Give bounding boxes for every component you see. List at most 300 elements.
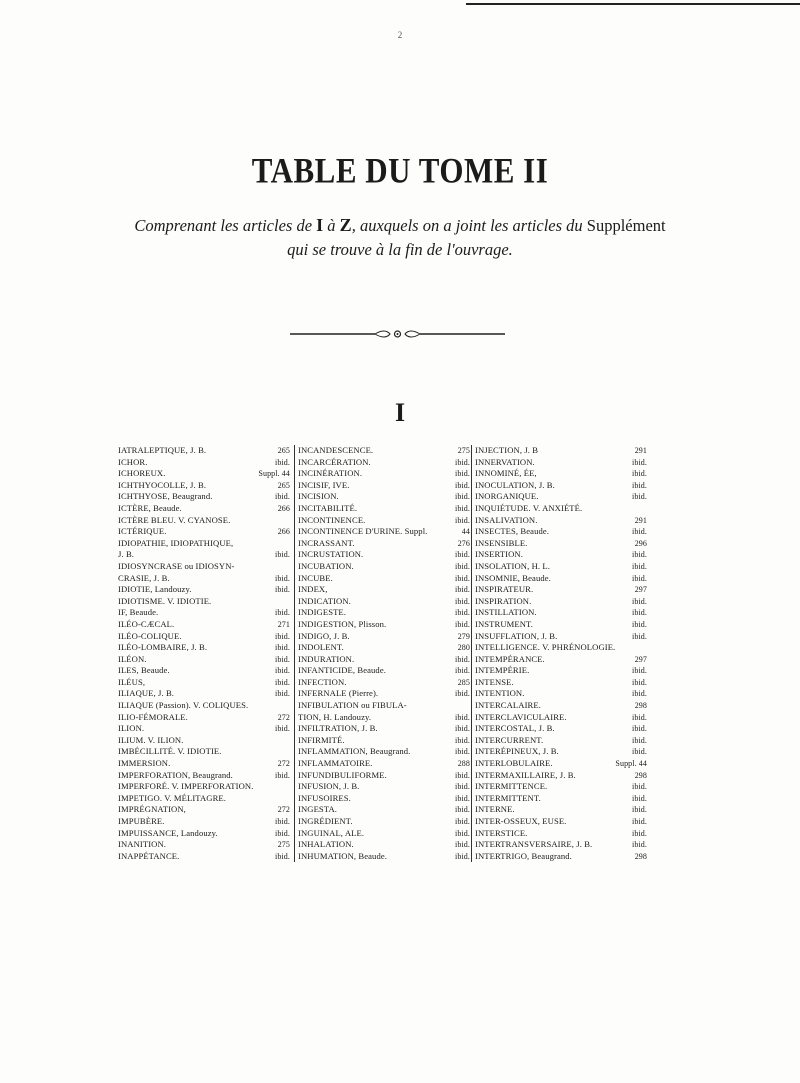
- index-entry-page-ref: ibid.: [455, 608, 470, 618]
- index-entry: [298, 468, 470, 480]
- index-entry: [118, 607, 290, 619]
- subtitle-text: Comprenant les articles de: [134, 216, 317, 235]
- index-entry-page-ref: 265: [277, 446, 290, 455]
- index-entry-term: ICHTHYOCOLLE, J. B.: [118, 479, 207, 490]
- index-entry-term: INFUSOIRES.: [298, 792, 351, 803]
- index-entry-page-ref: ibid.: [275, 677, 290, 687]
- index-entry: [298, 758, 470, 770]
- index-entry-term: INTERCURRENT.: [475, 734, 544, 745]
- index-entry-page-ref: ibid.: [455, 712, 470, 722]
- index-entry-page-ref: ibid.: [275, 666, 290, 676]
- index-entry: [298, 619, 470, 631]
- index-entry-term: INDIGO, J. B.: [298, 630, 350, 641]
- index-entry-page-ref: ibid.: [455, 573, 470, 583]
- index-entry-page-ref: ibid.: [455, 747, 470, 757]
- index-entry-term: INFANTICIDE, Beaude.: [298, 665, 386, 676]
- index-entry-page-ref: ibid.: [632, 817, 647, 826]
- index-entry-term: ILÉON.: [118, 653, 147, 664]
- index-entry-page-ref: ibid.: [455, 817, 470, 826]
- index-entry: [475, 619, 647, 631]
- index-entry-page-ref: ibid.: [632, 735, 647, 745]
- index-entry: [298, 561, 470, 573]
- index-entry-page-ref: ibid.: [455, 550, 470, 560]
- index-entry: [118, 619, 290, 631]
- index-entry-page-ref: 272: [277, 712, 290, 722]
- index-entry-page-ref: Suppl. 44: [615, 759, 647, 769]
- index-entry-page-ref: 298: [634, 851, 647, 861]
- index-entry: [475, 526, 647, 538]
- index-entry-term: INTEMPÉRANCE.: [475, 653, 545, 664]
- page-title: TABLE DU TOME II: [251, 150, 549, 191]
- top-rule: [466, 3, 800, 5]
- index-table: [118, 445, 647, 865]
- index-entry-term: IMPERFORÉ. V. IMPERFORATION.: [118, 781, 254, 792]
- index-entry-page-ref: ibid.: [632, 457, 647, 467]
- index-entry-term: INTENTION.: [475, 688, 525, 699]
- index-entry-page-ref: ibid.: [275, 851, 290, 861]
- index-entry: [298, 839, 470, 851]
- index-entry-page-ref: ibid.: [275, 724, 290, 734]
- index-entry-term: INNERVATION.: [475, 456, 535, 467]
- index-entry: [475, 538, 647, 550]
- index-entry-term: INCONTINENCE.: [298, 514, 366, 525]
- index-entry-page-ref: ibid.: [632, 782, 647, 792]
- index-entry: [118, 804, 290, 816]
- index-entry: [475, 549, 647, 561]
- index-entry-term: INFLAMMATION, Beaugrand.: [298, 746, 411, 757]
- index-entry: [298, 781, 470, 793]
- index-entry: [298, 549, 470, 561]
- index-entry-page-ref: ibid.: [455, 585, 470, 595]
- index-entry-term: CRASIE, J. B.: [118, 572, 170, 583]
- index-entry-term: INSENSIBLE.: [475, 537, 528, 548]
- index-entry-page-ref: ibid.: [455, 561, 470, 571]
- index-entry: [118, 758, 290, 770]
- index-entry-page-ref: ibid.: [632, 631, 647, 641]
- index-entry: [298, 746, 470, 758]
- index-entry-term: INFUNDIBULIFORME.: [298, 769, 387, 780]
- index-entry-page-ref: 266: [277, 503, 290, 513]
- index-entry-page-ref: ibid.: [275, 608, 290, 618]
- index-entry-page-ref: ibid.: [275, 817, 290, 826]
- index-entry: [118, 677, 290, 689]
- index-entry-term: INHALATION.: [298, 839, 354, 850]
- index-entry: [118, 746, 290, 758]
- index-entry-term: ICTÉRIQUE.: [118, 526, 167, 537]
- index-entry-page-ref: ibid.: [632, 793, 647, 803]
- index-entry-page-ref: ibid.: [632, 712, 647, 722]
- index-entry-term: INORGANIQUE.: [475, 491, 539, 502]
- index-entry-term: ILÉO-CÆCAL.: [118, 618, 175, 629]
- index-entry-term: INTERCALAIRE.: [475, 700, 541, 711]
- index-entry-page-ref: [265, 793, 290, 805]
- index-entry-page-ref: 285: [457, 677, 470, 687]
- index-entry-page-ref: [265, 538, 290, 550]
- index-entry: [298, 828, 470, 840]
- index-entry-term: INQUIÉTUDE. V. ANXIÉTÉ.: [475, 502, 583, 513]
- index-entry: [118, 457, 290, 469]
- index-entry-term: INTERTRANSVERSAIRE, J. B.: [475, 839, 593, 850]
- index-entry: [118, 468, 290, 480]
- index-entry: [475, 723, 647, 735]
- index-entry-term: INTERÉPINEUX, J. B.: [475, 746, 559, 757]
- index-entry: [298, 538, 470, 550]
- index-entry-page-ref: [265, 735, 290, 747]
- index-entry: [298, 457, 470, 469]
- index-entry-term: INSPIRATEUR.: [475, 584, 534, 595]
- index-entry-page-ref: 272: [277, 805, 290, 815]
- index-entry-term: INDIGESTE.: [298, 607, 347, 618]
- subtitle-supplement: Supplément: [586, 216, 666, 235]
- index-entry-page-ref: [265, 515, 290, 527]
- ornament-divider: [290, 326, 505, 342]
- page-number: 2: [397, 30, 403, 40]
- index-entry: [118, 445, 290, 457]
- index-entry: [118, 491, 290, 503]
- index-entry-term: INTERLOBULAIRE.: [475, 758, 553, 769]
- index-entry: [298, 480, 470, 492]
- page-subtitle: [0, 213, 800, 262]
- index-entry-page-ref: 297: [634, 654, 647, 664]
- index-entry-page-ref: Suppl. 44: [258, 469, 290, 479]
- index-entry-term: INFIBULATION ou FIBULA-: [298, 700, 407, 711]
- index-entry-term: INFIRMITÉ.: [298, 734, 345, 745]
- index-entry-page-ref: [265, 781, 290, 793]
- index-entry: [475, 770, 647, 782]
- index-entry: [475, 584, 647, 596]
- index-entry-term: IDIOTISME. V. IDIOTIE.: [118, 595, 212, 606]
- index-entry-page-ref: ibid.: [455, 515, 470, 525]
- index-entry: [475, 816, 647, 828]
- index-entry: [298, 445, 470, 457]
- index-entry: [475, 758, 647, 770]
- index-entry-term: J. B.: [118, 549, 135, 560]
- index-entry: [118, 480, 290, 492]
- index-entry: [298, 665, 470, 677]
- index-entry: [118, 584, 290, 596]
- index-entry: [475, 677, 647, 689]
- index-entry: [118, 596, 290, 608]
- index-entry: [118, 851, 290, 863]
- index-entry-page-ref: ibid.: [632, 828, 647, 838]
- index-entry-term: INSTRUMENT.: [475, 618, 533, 629]
- index-entry-term: INCANDESCENCE.: [298, 445, 374, 455]
- index-entry-page-ref: ibid.: [275, 689, 290, 699]
- index-entry-term: ICHOREUX.: [118, 468, 166, 479]
- index-entry-page-ref: ibid.: [455, 770, 470, 780]
- index-entry-page-ref: 296: [634, 538, 647, 548]
- index-column-3: [471, 445, 647, 862]
- section-letter: I: [394, 398, 406, 427]
- index-entry-term: INSECTES, Beaude.: [475, 526, 550, 537]
- index-entry-page-ref: ibid.: [455, 724, 470, 734]
- index-entry: [475, 712, 647, 724]
- index-entry: [475, 468, 647, 480]
- index-entry-page-ref: ibid.: [455, 619, 470, 629]
- index-entry: [475, 561, 647, 573]
- index-entry: [298, 573, 470, 585]
- index-entry-page-ref: ibid.: [632, 492, 647, 502]
- index-entry-page-ref: ibid.: [632, 527, 647, 537]
- index-entry-term: INCINÉRATION.: [298, 468, 363, 479]
- index-entry: [475, 746, 647, 758]
- index-entry-page-ref: 291: [634, 446, 647, 455]
- index-entry-page-ref: ibid.: [632, 561, 647, 571]
- index-entry: [298, 584, 470, 596]
- index-entry: [298, 491, 470, 503]
- index-entry-page-ref: ibid.: [455, 457, 470, 467]
- index-entry-term: INSALIVATION.: [475, 514, 538, 525]
- index-entry-page-ref: ibid.: [275, 643, 290, 653]
- index-entry-term: INTERMAXILLAIRE, J. B.: [475, 769, 576, 780]
- index-entry-term: INNOMINÉ, ÉE,: [475, 468, 537, 479]
- index-entry-term: INCRUSTATION.: [298, 549, 364, 560]
- index-entry-term: INGRÉDIENT.: [298, 816, 353, 826]
- index-entry-term: INGUINAL, ALE.: [298, 827, 365, 838]
- index-entry-term: ILÉO-LOMBAIRE, J. B.: [118, 642, 208, 653]
- index-entry-term: ICTÈRE, Beaude.: [118, 502, 182, 513]
- index-entry-page-ref: ibid.: [455, 735, 470, 745]
- index-entry-term: INCUBATION.: [298, 560, 354, 571]
- index-entry-page-ref: ibid.: [632, 840, 647, 850]
- index-entry: [475, 851, 647, 863]
- index-entry-page-ref: ibid.: [632, 689, 647, 699]
- index-entry-term: INCITABILITÉ.: [298, 502, 358, 513]
- index-entry: [298, 700, 470, 712]
- index-entry-term: INTER-OSSEUX, EUSE.: [475, 816, 567, 826]
- index-entry-page-ref: ibid.: [632, 573, 647, 583]
- index-entry-page-ref: ibid.: [455, 492, 470, 502]
- index-entry-term: INTENSE.: [475, 676, 514, 687]
- index-entry: [118, 688, 290, 700]
- index-entry-page-ref: ibid.: [632, 619, 647, 629]
- index-entry-term: IMMERSION.: [118, 758, 171, 769]
- index-entry-page-ref: ibid.: [275, 585, 290, 595]
- index-entry-page-ref: 291: [634, 515, 647, 525]
- index-entry-term: IDIOTIE, Landouzy.: [118, 584, 192, 595]
- index-entry: [118, 839, 290, 851]
- index-entry: [298, 770, 470, 782]
- index-entry: [475, 688, 647, 700]
- index-entry-term: INDIGESTION, Plisson.: [298, 618, 387, 629]
- index-entry-term: INFECTION.: [298, 676, 347, 687]
- index-entry-page-ref: ibid.: [632, 480, 647, 490]
- index-entry-term: ILIAQUE (Passion). V. COLIQUES.: [118, 700, 249, 711]
- index-entry: [118, 654, 290, 666]
- index-entry-term: INTERTRIGO, Beaugrand.: [475, 850, 572, 861]
- subtitle-text: à: [323, 216, 340, 235]
- index-entry: [118, 573, 290, 585]
- index-entry-term: ILIAQUE, J. B.: [118, 688, 175, 699]
- index-entry-page-ref: 265: [277, 480, 290, 490]
- index-entry-term: INSUFFLATION, J. B.: [475, 630, 558, 641]
- index-entry-term: IF, Beaude.: [118, 607, 159, 618]
- index-entry-page-ref: ibid.: [632, 666, 647, 676]
- index-entry: [118, 793, 290, 805]
- index-entry-page-ref: [265, 561, 290, 573]
- index-entry-page-ref: ibid.: [455, 596, 470, 606]
- index-entry-page-ref: ibid.: [455, 654, 470, 664]
- index-entry-page-ref: [622, 642, 647, 654]
- index-entry-term: INSPIRATION.: [475, 595, 532, 606]
- index-entry: [475, 631, 647, 643]
- index-entry-term: IDIOSYNCRASE ou IDIOSYN-: [118, 560, 235, 571]
- index-entry-term: ICTÈRE BLEU. V. CYANOSE.: [118, 514, 231, 525]
- index-entry: [298, 816, 470, 828]
- index-entry: [118, 642, 290, 654]
- index-entry: [475, 457, 647, 469]
- index-entry: [298, 526, 470, 538]
- index-entry-page-ref: ibid.: [455, 805, 470, 815]
- index-entry-page-ref: ibid.: [275, 631, 290, 641]
- index-entry: [475, 491, 647, 503]
- index-entry: [298, 642, 470, 654]
- index-entry-term: IMPRÉGNATION,: [118, 804, 186, 815]
- index-entry-page-ref: ibid.: [632, 469, 647, 479]
- index-entry-page-ref: ibid.: [455, 666, 470, 676]
- index-entry-term: INFUSION, J. B.: [298, 781, 360, 792]
- index-entry-page-ref: 271: [277, 619, 290, 629]
- index-entry-page-ref: ibid.: [455, 782, 470, 792]
- index-entry: [118, 549, 290, 561]
- index-entry: [118, 631, 290, 643]
- index-entry: [475, 793, 647, 805]
- index-entry-term: IMPETIGO. V. MÉLITAGRE.: [118, 792, 226, 803]
- index-entry: [118, 723, 290, 735]
- index-entry-term: INTERMITTENCE.: [475, 781, 548, 792]
- index-entry-page-ref: ibid.: [455, 828, 470, 838]
- index-entry-term: ILION.: [118, 723, 145, 734]
- index-entry-page-ref: ibid.: [455, 689, 470, 699]
- index-entry-term: IMBÉCILLITÉ. V. IDIOTIE.: [118, 746, 222, 757]
- index-entry: [118, 712, 290, 724]
- index-entry-term: INDEX,: [298, 584, 328, 595]
- index-entry-term: INCRASSANT.: [298, 537, 355, 548]
- index-entry: [118, 735, 290, 747]
- index-entry: [118, 503, 290, 515]
- index-entry: [475, 700, 647, 712]
- index-entry: [475, 804, 647, 816]
- index-entry-page-ref: 276: [457, 538, 470, 548]
- index-entry-page-ref: 275: [277, 840, 290, 850]
- index-entry-page-ref: ibid.: [632, 550, 647, 560]
- index-entry: [475, 607, 647, 619]
- index-entry: [118, 538, 290, 550]
- index-entry: [475, 781, 647, 793]
- index-entry: [475, 480, 647, 492]
- index-entry: [298, 804, 470, 816]
- index-entry-term: INTEMPÉRIE.: [475, 665, 530, 676]
- index-entry-term: INGESTA.: [298, 804, 338, 815]
- index-entry: [475, 828, 647, 840]
- index-entry-term: INTERCLAVICULAIRE.: [475, 711, 567, 722]
- index-entry-term: INAPPÉTANCE.: [118, 850, 180, 861]
- index-entry-term: ICHTHYOSE, Beaugrand.: [118, 491, 213, 502]
- index-entry-term: INANITION.: [118, 839, 167, 850]
- index-entry: [118, 816, 290, 828]
- index-entry: [118, 828, 290, 840]
- subtitle-line-1: [0, 213, 800, 238]
- index-entry: [475, 503, 647, 515]
- index-entry: [118, 526, 290, 538]
- index-entry-term: INFERNALE (Pierre).: [298, 688, 379, 699]
- index-entry-page-ref: ibid.: [632, 596, 647, 606]
- index-entry: [298, 735, 470, 747]
- index-entry-term: INDURATION.: [298, 653, 355, 664]
- index-entry-page-ref: ibid.: [455, 469, 470, 479]
- subtitle-letter-to: Z: [339, 215, 352, 235]
- index-entry: [298, 631, 470, 643]
- index-entry-page-ref: [265, 746, 290, 758]
- index-entry-term: INTERCOSTAL, J. B.: [475, 723, 555, 734]
- index-entry-page-ref: ibid.: [632, 805, 647, 815]
- index-entry: [475, 445, 647, 457]
- index-entry-term: INFILTRATION, J. B.: [298, 723, 378, 734]
- index-entry-page-ref: 275: [457, 446, 470, 455]
- index-entry-page-ref: ibid.: [275, 573, 290, 583]
- index-entry-page-ref: ibid.: [455, 480, 470, 490]
- index-entry-page-ref: 266: [277, 527, 290, 537]
- index-entry-page-ref: ibid.: [632, 677, 647, 687]
- index-entry: [475, 642, 647, 654]
- index-entry: [298, 515, 470, 527]
- index-entry-page-ref: ibid.: [275, 770, 290, 780]
- index-entry: [118, 700, 290, 712]
- index-entry-term: IDIOPATHIE, IDIOPATHIQUE,: [118, 537, 234, 548]
- index-entry-page-ref: ibid.: [632, 608, 647, 618]
- index-entry-term: ILÉO-COLIQUE.: [118, 630, 182, 641]
- index-entry: [475, 654, 647, 666]
- index-entry-term: INFLAMMATOIRE.: [298, 758, 373, 769]
- index-entry-page-ref: 272: [277, 759, 290, 769]
- index-entry: [118, 770, 290, 782]
- index-entry-page-ref: [265, 700, 290, 712]
- index-entry: [298, 654, 470, 666]
- index-entry-page-ref: ibid.: [275, 654, 290, 664]
- index-entry-term: INSOMNIE, Beaude.: [475, 572, 551, 583]
- index-entry-page-ref: ibid.: [275, 550, 290, 560]
- index-entry-term: ICHOR.: [118, 456, 148, 467]
- index-entry-term: INJECTION, J. B: [475, 445, 539, 455]
- index-entry-term: ILÉUS,: [118, 676, 146, 687]
- index-entry: [298, 677, 470, 689]
- index-entry: [298, 723, 470, 735]
- index-entry-term: INTELLIGENCE. V. PHRÉNOLOGIE.: [475, 642, 616, 653]
- index-entry-term: INCONTINENCE D'URINE. Suppl.: [298, 526, 428, 537]
- index-entry-page-ref: [622, 503, 647, 515]
- index-entry-term: INHUMATION, Beaude.: [298, 850, 388, 861]
- index-entry-page-ref: ibid.: [455, 503, 470, 513]
- index-entry-term: ILES, Beaude.: [118, 665, 170, 676]
- index-entry: [475, 735, 647, 747]
- index-entry-term: IMPERFORATION, Beaugrand.: [118, 769, 233, 780]
- index-entry-page-ref: 280: [457, 643, 470, 653]
- index-entry-term: INTERNE.: [475, 804, 515, 815]
- index-entry: [298, 688, 470, 700]
- index-entry: [298, 851, 470, 863]
- index-entry-page-ref: 279: [457, 631, 470, 641]
- index-entry-term: ILIO-FÉMORALE.: [118, 711, 188, 722]
- index-entry-term: INOCULATION, J. B.: [475, 479, 555, 490]
- index-entry-term: IMPUISSANCE, Landouzy.: [118, 827, 218, 838]
- index-entry: [118, 515, 290, 527]
- index-entry: [475, 665, 647, 677]
- index-entry: [118, 781, 290, 793]
- index-entry-term: INSERTION.: [475, 549, 523, 560]
- index-entry: [475, 596, 647, 608]
- index-entry-term: INDOLENT.: [298, 642, 344, 653]
- index-entry: [475, 839, 647, 851]
